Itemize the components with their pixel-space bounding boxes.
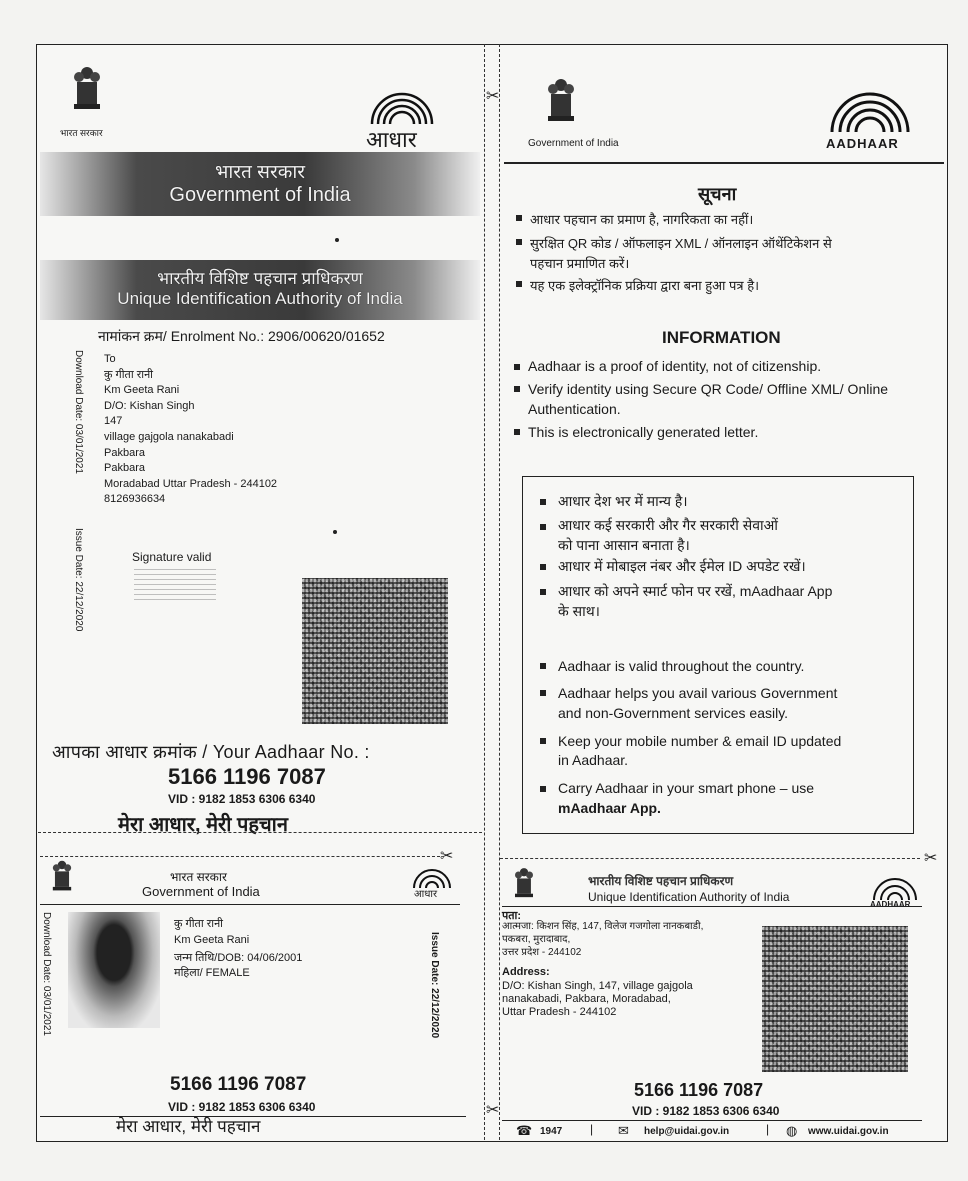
uidai-banner (40, 260, 480, 320)
box-hindi-item: आधार देश भर में मान्य है। (558, 493, 688, 509)
website: www.uidai.gov.in (808, 1126, 889, 1137)
pata-label: पता: (502, 910, 522, 922)
address-line: village gajgola nanakabadi (104, 430, 234, 443)
help-email: help@uidai.gov.in (644, 1126, 730, 1137)
scissors-icon: ✂ (486, 88, 500, 105)
gov-hindi: भारत सरकार (214, 162, 306, 183)
card-rule (502, 1120, 922, 1121)
aadhaar-logo-icon (410, 866, 454, 888)
card-aadhaar-number: 5166 1196 7087 (170, 1074, 307, 1095)
address-english-line: Uttar Pradesh - 244102 (502, 1006, 617, 1018)
aadhaar-logo-text: आधार (366, 127, 417, 152)
national-emblem-icon (50, 858, 74, 896)
address-label: Address: (502, 966, 550, 978)
suchna-item: आधार पहचान का प्रमाण है, नागरिकता का नहीं। (530, 212, 754, 227)
box-english-item: in Aadhaar. (558, 752, 629, 768)
address-line: To (104, 353, 116, 365)
suchna-title: सूचना (698, 184, 737, 204)
horizontal-separator (500, 858, 920, 859)
emblem-caption: भारत सरकार (60, 128, 103, 138)
address-line: 8126936634 (104, 493, 166, 506)
box-english-item: and non-Government services easily. (558, 705, 789, 721)
box-hindi-item: आधार कई सरकारी और गैर सरकारी सेवाओं (558, 517, 778, 533)
card-gov-english: Government of India (142, 884, 260, 899)
address-english-line: D/O: Kishan Singh, 147, village gajgola (502, 980, 693, 992)
aadhaar-number: 5166 1196 7087 (168, 764, 326, 789)
address-line: D/O: Kishan Singh (104, 399, 195, 412)
horizontal-separator (38, 832, 482, 833)
separator: | (590, 1122, 594, 1136)
info-item: Verify identity using Secure QR Code/ Offline XML/ Online (528, 381, 889, 397)
card-dob: जन्म तिथि/DOB: 04/06/2001 (174, 952, 303, 964)
government-banner (40, 152, 480, 216)
header-rule (504, 162, 944, 164)
emblem-caption: Government of India (528, 138, 619, 149)
info-item: Authentication. (528, 401, 621, 417)
your-aadhaar-label: आपका आधार क्रमांक / Your Aadhaar No. : (52, 742, 370, 762)
address-line: 147 (104, 415, 123, 428)
issue-date: Issue Date: 22/12/2020 (73, 528, 84, 632)
address-line: Moradabad Uttar Pradesh - 244102 (104, 477, 278, 490)
address-hindi-line: आत्मजा: किशन सिंह, 147, विलेज गजगोला नानकबाडी, (502, 921, 704, 932)
signature-status: Signature valid (132, 550, 212, 564)
card-download-date: Download Date: 03/01/2021 (41, 912, 52, 1036)
address-hindi-line: पकबरा, मुरादाबाद, (502, 934, 571, 945)
card-rule (40, 904, 460, 905)
address-hindi (502, 920, 703, 959)
national-emblem-icon (544, 76, 578, 128)
aadhaar-logo-text: AADHAAR (826, 136, 899, 151)
card-uidai-english: Unique Identification Authority of India (588, 890, 790, 904)
box-english-item: mAadhaar App. (558, 800, 661, 816)
globe-icon: ◍ (786, 1123, 798, 1138)
vertical-cut-line (484, 44, 500, 1140)
box-english-item: Carry Aadhaar in your smart phone – use (558, 780, 815, 796)
digital-signature-stamp (134, 566, 216, 600)
national-emblem-icon (512, 866, 536, 902)
tagline: मेरा आधार, मेरी पहचान (118, 814, 288, 836)
info-item: This is electronically generated letter. (528, 424, 759, 440)
address-line: Pakbara (104, 462, 145, 475)
address-line: Km Geeta Rani (104, 384, 180, 397)
helpline-number: 1947 (540, 1126, 563, 1137)
address-english (502, 980, 693, 1019)
card-qr-code (762, 926, 908, 1072)
aadhaar-logo-text: AADHAAR (870, 900, 911, 909)
info-title: INFORMATION (662, 328, 781, 347)
box-english-item: Keep your mobile number & email ID updated (558, 733, 842, 749)
box-hindi-item: आधार को अपने स्मार्ट फोन पर रखें, mAadhaar App (558, 583, 833, 599)
card-back-aadhaar-number: 5166 1196 7087 (634, 1080, 764, 1100)
box-english-item: Aadhaar is valid throughout the country. (558, 658, 805, 674)
qr-code (302, 578, 448, 724)
card-gender: महिला/ FEMALE (174, 967, 250, 979)
recipient-address (104, 352, 277, 508)
box-hindi-item: को पाना आसान बनाता है। (558, 537, 690, 553)
address-line: कु गीता रानी (104, 368, 154, 381)
uidai-hindi: भारतीय विशिष्ट पहचान प्राधिकरण (157, 269, 363, 288)
card-issue-date: Issue Date: 22/12/2020 (429, 932, 440, 1039)
download-date: Download Date: 03/01/2021 (73, 350, 84, 474)
address-english-line: nanakabadi, Pakbara, Moradabad, (502, 993, 671, 1005)
scissors-icon: ✂ (440, 848, 454, 865)
national-emblem-icon (70, 64, 104, 116)
card-tagline: मेरा आधार, मेरी पहचान (116, 1117, 261, 1136)
card-gov-hindi: भारत सरकार (170, 870, 227, 884)
scissors-icon: ✂ (924, 850, 938, 867)
vid-number: VID : 9182 1853 6306 6340 (168, 792, 316, 806)
mail-icon: ✉ (618, 1123, 629, 1138)
dot (335, 238, 339, 242)
box-hindi-item: आधार में मोबाइल नंबर और ईमेल ID अपडेट रखें। (558, 558, 806, 574)
info-item: Aadhaar is a proof of identity, not of citizenship. (528, 358, 822, 374)
scissors-icon: ✂ (486, 1102, 500, 1119)
card-back-vid: VID : 9182 1853 6306 6340 (632, 1104, 780, 1118)
gov-english: Government of India (169, 184, 351, 206)
holder-photo (68, 912, 160, 1028)
aadhaar-logo-text: आधार (414, 889, 438, 900)
horizontal-separator (40, 856, 440, 857)
separator: | (766, 1122, 770, 1136)
suchna-item: यह एक इलेक्ट्रॉनिक प्रक्रिया द्वारा बना हुआ पत्र है। (530, 278, 760, 293)
phone-icon: ☎ (516, 1123, 533, 1138)
aadhaar-logo-icon (820, 84, 920, 136)
aadhaar-logo-icon (870, 876, 920, 900)
box-english-item: Aadhaar helps you avail various Government (558, 685, 838, 701)
card-uidai-hindi: भारतीय विशिष्ट पहचान प्राधिकरण (588, 874, 734, 888)
card-vid: VID : 9182 1853 6306 6340 (168, 1100, 316, 1114)
uidai-english: Unique Identification Authority of India (117, 289, 403, 308)
address-line: Pakbara (104, 446, 145, 459)
box-hindi-item: के साथ। (558, 603, 600, 619)
card-rule (502, 906, 922, 907)
suchna-item: सुरक्षित QR कोड / ऑफलाइन XML / ऑनलाइन ऑथेंटिकेशन से (530, 236, 832, 251)
enrolment-number: नामांकन क्रम/ Enrolment No.: 2906/00620/01652 (98, 328, 385, 344)
suchna-item: पहचान प्रमाणित करें। (530, 256, 630, 271)
address-hindi-line: उत्तर प्रदेश - 244102 (502, 947, 582, 958)
card-name-hindi: कु गीता रानी (174, 918, 224, 930)
card-name-english: Km Geeta Rani (174, 934, 250, 946)
dot (333, 530, 337, 534)
